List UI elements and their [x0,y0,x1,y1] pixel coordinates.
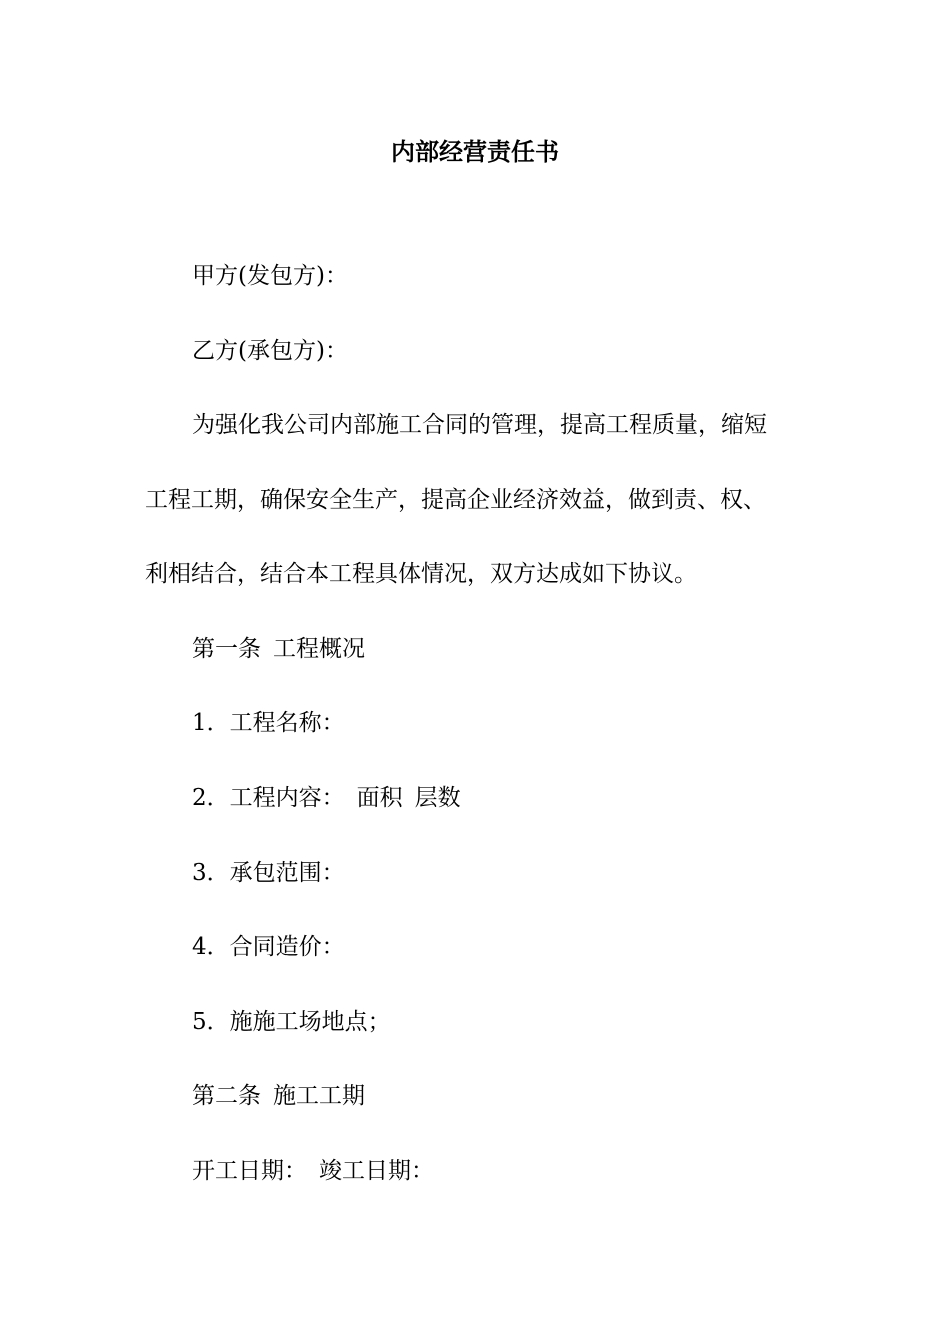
start-date-label: 开工日期： [192,1158,307,1184]
intro-line-2: 工程工期，确保安全生产，提高企业经济效益，做到责、权、 [145,487,766,513]
article-1-number: 第一条 [192,636,261,662]
party-b-label: 乙方(承包方)： [192,338,348,364]
article-1-item-2-floors: 层数 [414,785,461,811]
article-1-item-5: 5．施施工场地点； [192,1009,391,1035]
article-1-item-1: 1．工程名称： [192,710,345,736]
article-2-title: 施工工期 [273,1083,365,1109]
document-title: 内部经营责任书 [391,137,559,166]
article-1-heading [192,631,365,667]
intro-line-3: 利相结合，结合本工程具体情况，双方达成如下协议。 [145,561,697,587]
intro-line-1: 为强化我公司内部施工合同的管理，提高工程质量，缩短 [192,412,767,438]
end-date-label: 竣工日期： [319,1158,434,1184]
article-2-number: 第二条 [192,1083,261,1109]
article-1-item-2-area: 面积 [356,785,403,811]
party-a-label: 甲方(发包方)： [192,263,348,289]
article-1-item-3: 3．承包范围： [192,860,345,886]
article-1-item-4: 4．合同造价： [192,934,345,960]
construction-dates [192,1153,434,1189]
article-2-heading [192,1078,365,1114]
article-1-title: 工程概况 [273,636,365,662]
article-1-item-2-label: 2．工程内容： [192,785,345,811]
article-1-item-2 [192,780,461,816]
